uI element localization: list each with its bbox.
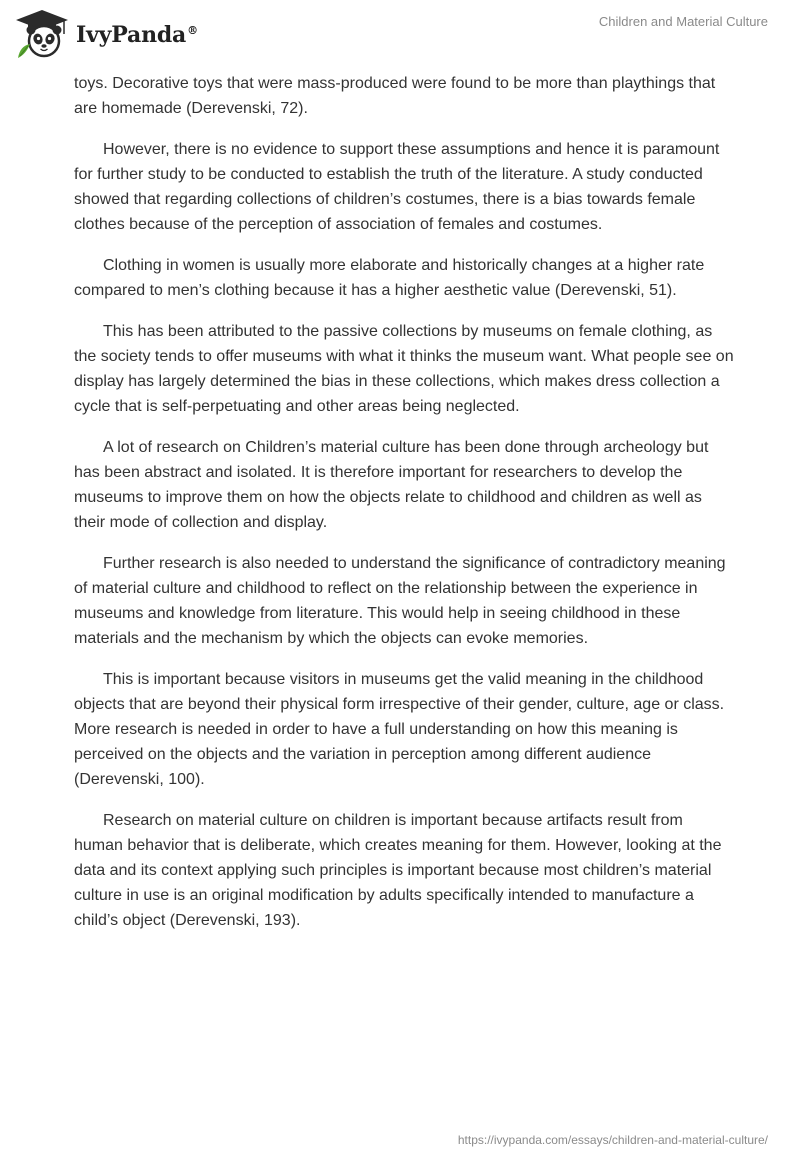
paragraph: This is important because visitors in museums get the valid meaning in the childhood objects that are beyond their physical form irrespective of their gender, culture, age or class. More research is needed in order to have a full understanding on how this meaning is perceived on the objects and the variation in perception among different audience (Derevenski, 100). bbox=[74, 671, 725, 788]
ivypanda-logo[interactable] bbox=[14, 8, 198, 62]
registered-mark: ® bbox=[187, 23, 198, 37]
paragraph: This has been attributed to the passive collections by museums on female clothing, as the society tends to offer museums with what it thinks the museum want. What people see on display has largely determined the bias in these collections, which makes dress collection a cycle that is self-perpetuating and other areas being neglected. bbox=[74, 323, 734, 415]
paragraph: toys. Decorative toys that were mass-produced were found to be more than playthings that are homemade (Derevenski, 72). bbox=[74, 75, 716, 117]
paragraph: Further research is also needed to understand the significance of contradictory meaning of material culture and childhood to reflect on the relationship between the experience in museums and knowledge from literature. This would help in seeing childhood in these materials and the mechanism by which the objects can evoke memories. bbox=[74, 555, 726, 647]
paragraph: Clothing in women is usually more elaborate and historically changes at a higher rate compared to men’s clothing because it has a higher aesthetic value (Derevenski, 51). bbox=[74, 257, 705, 299]
page-header bbox=[0, 0, 800, 70]
document-title: Children and Material Culture bbox=[598, 14, 768, 29]
paragraph: However, there is no evidence to support these assumptions and hence it is paramount for further study to be conducted to establish the truth of the literature. A study conducted showed that regarding collections of children’s costumes, there is a bias towards female clothes because of the perception of association of females and costumes. bbox=[74, 141, 720, 233]
paragraph: A lot of research on Children’s material culture has been done through archeology but has been abstract and isolated. It is therefore important for researchers to develop the museums to improve them on how the objects relate to childhood and children as well as their mode of collection and display. bbox=[74, 439, 709, 531]
panda-graduate-icon bbox=[14, 8, 70, 62]
essay-body bbox=[74, 71, 734, 949]
source-url-link[interactable]: https://ivypanda.com/essays/children-and-material-culture/ bbox=[457, 1133, 768, 1147]
paragraph: Research on material culture on children is important because artifacts result from human behavior that is deliberate, which creates meaning for them. However, looking at the data and its context applying such principles is important because most children’s material culture in use is an original modification by adults specifically intended to manufacture a child’s object (Derevenski, 193). bbox=[74, 812, 722, 929]
brand-name: IvyPanda® bbox=[76, 22, 198, 48]
